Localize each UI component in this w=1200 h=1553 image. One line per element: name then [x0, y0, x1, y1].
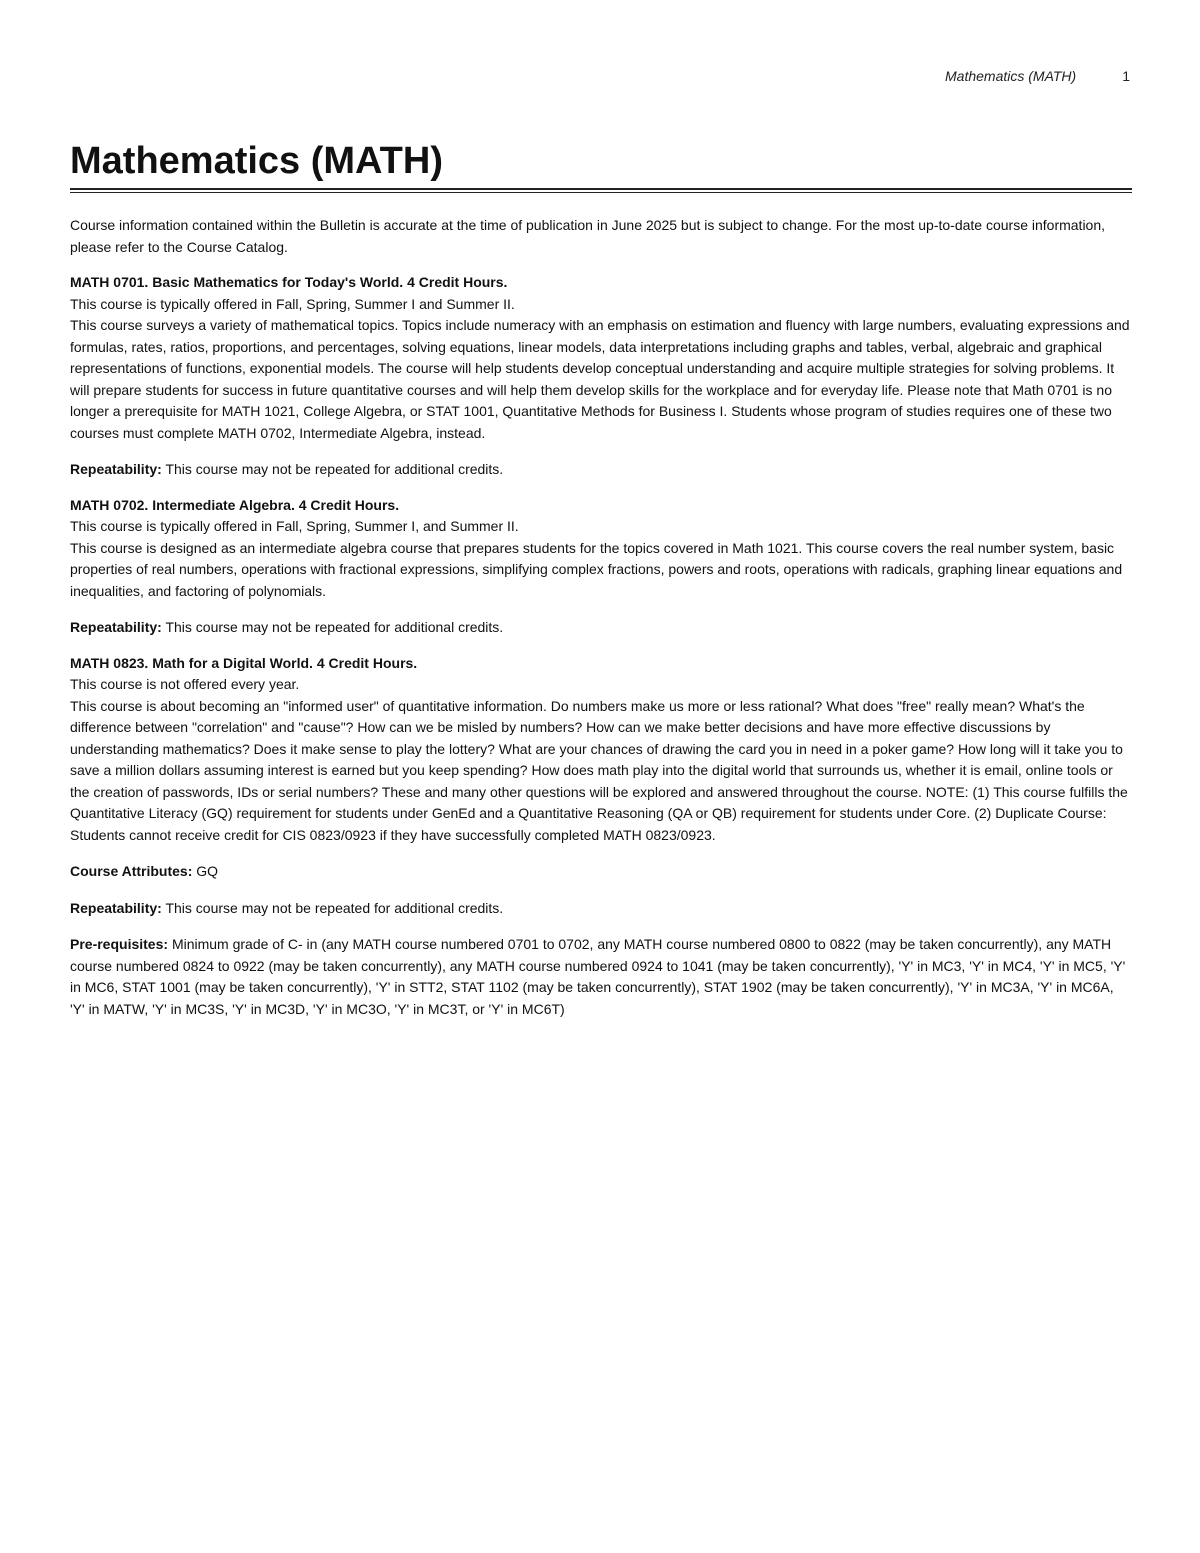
- repeatability-label: Repeatability:: [70, 899, 162, 916]
- course-offered: This course is typically offered in Fall, Spring, Summer I and Summer II.: [70, 295, 515, 312]
- course-description: This course is about becoming an "informed user" of quantitative information. Do numbers make us more or less rational? What does "free" really mean? What's the difference between "correlation" and "cause"? How can we be misled by numbers? How can we make better decisions and have more effective discussions by understanding mathematics? Does it make sense to play the lottery? What are your chances of drawing the card you in need in a poker game? How long will it take you to save a million dollars assuming interest is earned but you keep spending? How does math play into the digital world that surrounds us, whether it is email, online tools or the creation of passwords, IDs or serial numbers? These and many other questions will be explored and answered throughout the course. NOTE: (1) This course fulfills the Quantitative Literacy (GQ) requirement for students under GenEd and a Quantitative Reasoning (QA or QB) requirement for students under Core. (2) Duplicate Course: Students cannot receive credit for CIS 0823/0923 if they have successfully completed MATH 0823/0923.: [70, 697, 1128, 843]
- title-divider: [70, 188, 1132, 193]
- running-header-title: Mathematics (MATH): [945, 68, 1077, 84]
- course-offered: This course is typically offered in Fall, Spring, Summer I, and Summer II.: [70, 518, 519, 534]
- intro-paragraph: Course information contained within the Bulletin is accurate at the time of publication in June 2025 but is subject to change. For the most up-to-date course information, please refer to the Course Catalog.: [70, 217, 1106, 255]
- course-attributes: [70, 861, 1132, 883]
- course-repeatability: [70, 898, 1132, 920]
- course-prerequisites: [70, 934, 1132, 1020]
- prerequisites-value: Minimum grade of C- in (any MATH course numbered 0701 to 0702, any MATH course numbered 0800 to 0822 (may be taken concurrently), any MATH course numbered 0824 to 0922 (may be taken concurrently), any MATH course numbered 0924 to 1041 (may be taken concurrently), 'Y' in MC3, 'Y' in MC4, 'Y' in MC5, 'Y' in MC6, STAT 1001 (may be taken concurrently), 'Y' in STT2, STAT 1102 (may be taken concurrently), STAT 1902 (may be taken concurrently), 'Y' in MC3A, 'Y' in MC6A, 'Y' in MATW, 'Y' in MC3S, 'Y' in MC3D, 'Y' in MC3O, 'Y' in MC3T, or 'Y' in MC6T): [70, 936, 1126, 1017]
- repeatability-value: This course may not be repeated for additional credits.: [165, 461, 504, 477]
- repeatability-label: Repeatability:: [70, 619, 162, 635]
- course-repeatability: [70, 617, 1132, 639]
- course-math-0701: [70, 272, 1132, 481]
- course-math-0702: [70, 495, 1132, 639]
- course-title: MATH 0823. Math for a Digital World. 4 Credit Hours.: [70, 654, 418, 671]
- course-title: MATH 0701. Basic Mathematics for Today's World. 4 Credit Hours.: [70, 274, 508, 290]
- course-title: MATH 0702. Intermediate Algebra. 4 Credit Hours.: [70, 496, 400, 513]
- attributes-value: GQ: [196, 863, 219, 879]
- course-repeatability: [70, 459, 1132, 481]
- repeatability-value: This course may not be repeated for additional credits.: [165, 899, 504, 916]
- attributes-label: Course Attributes:: [70, 863, 193, 879]
- prerequisites-label: Pre-requisites:: [70, 936, 169, 952]
- page-content: [70, 136, 1132, 1020]
- repeatability-label: Repeatability:: [70, 461, 162, 477]
- course-math-0823: [70, 653, 1132, 1021]
- course-offered: This course is not offered every year.: [70, 676, 300, 692]
- course-description: This course is designed as an intermediate algebra course that prepares students for the topics covered in Math 1021. This course covers the real number system, basic properties of real numbers, operations with fractional expressions, simplifying complex fractions, powers and roots, operations with radicals, graphing linear equations and inequalities, and factoring of polynomials.: [70, 539, 1123, 599]
- running-header: [945, 66, 1130, 86]
- course-description: This course surveys a variety of mathematical topics. Topics include numeracy with an emphasis on estimation and fluency with large numbers, evaluating expressions and formulas, rates, ratios, proportions, and percentages, solving equations, linear models, data interpretations including graphs and tables, verbal, algebraic and graphical representations of functions, exponential models. The course will help students develop conceptual understanding and acquire multiple strategies for solving problems. It will prepare students for success in future quantitative courses and will help them develop skills for the workplace and for everyday life. Please note that Math 0701 is no longer a prerequisite for MATH 1021, College Algebra, or STAT 1001, Quantitative Methods for Business I. Students whose program of studies requires one of these two courses must complete MATH 0702, Intermediate Algebra, instead.: [70, 317, 1130, 441]
- page-title: Mathematics (MATH): [70, 140, 443, 182]
- page-number: 1: [1122, 68, 1130, 84]
- repeatability-value: This course may not be repeated for additional credits.: [165, 619, 504, 635]
